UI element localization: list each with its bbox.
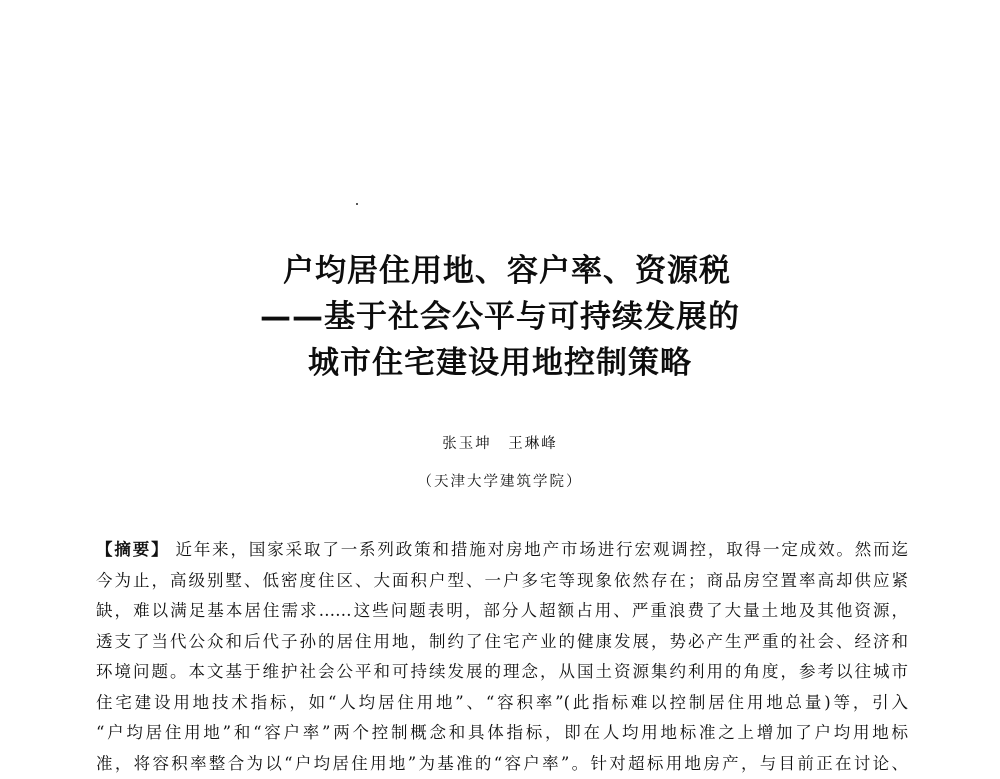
abstract-line: “户均居住用地”和“容户率”两个控制概念和具体指标，即在人均用地标准之上增加了户均用地标: [96, 718, 908, 749]
abstract-line: 缺，难以满足基本居住需求……这些问题表明，部分人超额占用、严重浪费了大量土地及其他资源，: [96, 596, 908, 627]
title-line-3: 城市住宅建设用地控制策略: [0, 340, 1000, 386]
abstract-line: 环境问题。本文基于维护社会公平和可持续发展的理念，从国土资源集约利用的角度，参考以往城市: [96, 657, 908, 688]
title-line-2: ——基于社会公平与可持续发展的: [0, 294, 1000, 340]
abstract-label: 【摘要】: [96, 540, 169, 559]
authors: 张玉坤 王琳峰: [0, 432, 1000, 453]
abstract-line: 住宅建设用地技术指标，如“人均居住用地”、“容积率”(此指标难以控制居住用地总量)等，引入: [96, 688, 908, 719]
abstract: [96, 535, 908, 779]
affiliation: （天津大学建筑学院）: [0, 470, 1000, 491]
scan-speck: [356, 203, 358, 205]
abstract-line: 准，将容积率整合为以“户均居住用地”为基准的“容户率”。针对超标用地房产，与目前正在讨论、: [96, 749, 908, 779]
paper-title: [0, 248, 1000, 386]
abstract-text: 近年来，国家采取了一系列政策和措施对房地产市场进行宏观调控，取得一定成效。然而迄: [175, 540, 908, 559]
abstract-line: [96, 535, 908, 566]
abstract-line: 今为止，高级别墅、低密度住区、大面积户型、一户多宅等现象依然存在；商品房空置率高却供应紧: [96, 566, 908, 597]
abstract-line: 透支了当代公众和后代子孙的居住用地，制约了住宅产业的健康发展，势必产生严重的社会、经济和: [96, 627, 908, 658]
title-line-1: 户均居住用地、容户率、资源税: [14, 248, 1000, 294]
